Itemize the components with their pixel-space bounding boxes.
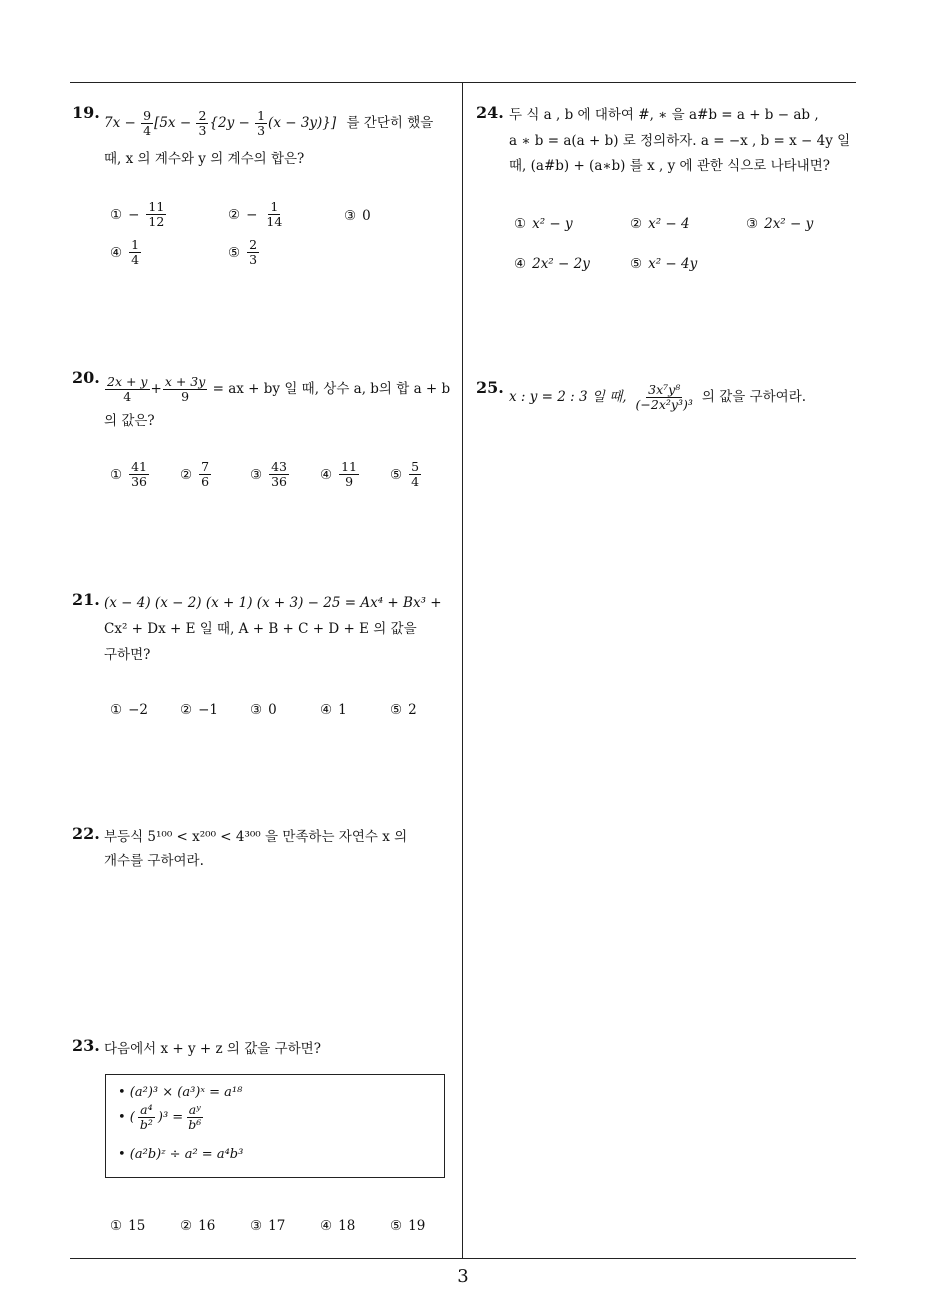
question-text: Cx² + Dx + E 일 때, A + B + C + D + E 의 값을 [104,621,417,637]
question-number: 20. [72,368,100,387]
question-number: 24. [476,103,504,122]
bottom-rule [70,1258,856,1259]
choice-5[interactable]: ⑤ 19 [390,1218,426,1234]
top-rule [70,82,856,83]
question-text: 때, (a#b) + (a∗b) 를 x , y 에 관한 식으로 나타내면? [509,158,831,174]
choice-5[interactable]: ⑤ $\frac{5}{4}$ [390,459,420,489]
choice-1[interactable]: ① $\frac{41}{36}$ [110,459,148,489]
conditions-box [105,1074,445,1178]
choice-5[interactable]: ⑤ x² − 4y [630,256,698,272]
choice-1[interactable]: ① − $\frac{11}{12}$ [110,199,165,229]
page-number: 3 [457,1266,469,1287]
condition-1: • (a²)³ × (a³)ˣ = a¹⁸ [118,1085,243,1100]
question-text: (x − 4) (x − 2) (x + 1) (x + 3) − 25 = Ax⁴ + Bx³ + [104,595,442,611]
question-text: 때, x 의 계수와 y 의 계수의 합은? [104,151,305,167]
question-text: a ∗ b = a(a + b) 로 정의하자. a = −x , b = x − 4y 일 [509,133,851,149]
question-text: x : y = 2 : 3 일 때, $\frac{\text{3x⁷y⁸}}{\text{(−2x²y³)³}}$ 의 값을 구하여라. [509,381,807,412]
question-number: 21. [72,590,100,609]
choice-1[interactable]: ① −2 [110,702,149,718]
choice-2[interactable]: ② −1 [180,702,219,718]
choice-4[interactable]: ④ 1 [320,702,347,718]
choice-4[interactable]: ④ 18 [320,1218,356,1234]
choice-1[interactable]: ① 15 [110,1218,146,1234]
choice-2[interactable]: ② x² − 4 [630,216,690,232]
choice-4[interactable]: ④ 2x² − 2y [514,256,590,272]
choice-1[interactable]: ① x² − y [514,216,573,232]
question-text: $\frac{2x + y}{4}$ + $\frac{x + 3y}{9}$ = ax + by 일 때, 상수 a, b의 합 a + b [107,374,451,404]
choice-3[interactable]: ③ 0 [250,702,277,718]
condition-3: • (a²b)ᶻ ÷ a² = a⁴b³ [118,1147,244,1162]
question-text: 7x − $\frac{9}{4}$ [5x − $\frac{2}{3}$ {2y − $\frac{1}{3}$ (x − 3y)}] 를 간단히 했을 [104,108,434,138]
question-text: 부등식 5¹⁰⁰ < x²⁰⁰ < 4³⁰⁰ 을 만족하는 자연수 x 의 [104,829,408,845]
choice-3[interactable]: ③ 17 [250,1218,286,1234]
choice-3[interactable]: ③ $\frac{43}{36}$ [250,459,288,489]
question-text: 개수를 구하여라. [104,853,204,869]
choice-3[interactable]: ③ 2x² − y [746,216,814,232]
choice-3[interactable]: ③ 0 [344,208,371,224]
choice-2[interactable]: ② 16 [180,1218,216,1234]
column-divider [462,82,463,1259]
question-number: 19. [72,103,100,122]
question-number: 23. [72,1036,100,1055]
question-text: 두 식 a , b 에 대하여 #, ∗ 을 a#b = a + b − ab , [509,107,819,123]
choice-5[interactable]: ⑤ $\frac{2}{3}$ [228,237,258,267]
choice-2[interactable]: ② − $\frac{1}{14}$ [228,199,283,229]
choice-4[interactable]: ④ $\frac{11}{9}$ [320,459,358,489]
question-text: 구하면? [104,647,151,663]
choice-4[interactable]: ④ $\frac{1}{4}$ [110,237,140,267]
question-number: 25. [476,378,504,397]
choice-5[interactable]: ⑤ 2 [390,702,417,718]
question-number: 22. [72,824,100,843]
question-text: 다음에서 x + y + z 의 값을 구하면? [104,1041,321,1057]
question-text: 의 값은? [104,413,155,429]
choice-2[interactable]: ② $\frac{7}{6}$ [180,459,210,489]
condition-2: • ( $\frac{\text{a⁴}}{\text{b²}}$ )³ = $\frac{\text{aʸ}}{\text{b⁶}}$ [118,1102,202,1132]
